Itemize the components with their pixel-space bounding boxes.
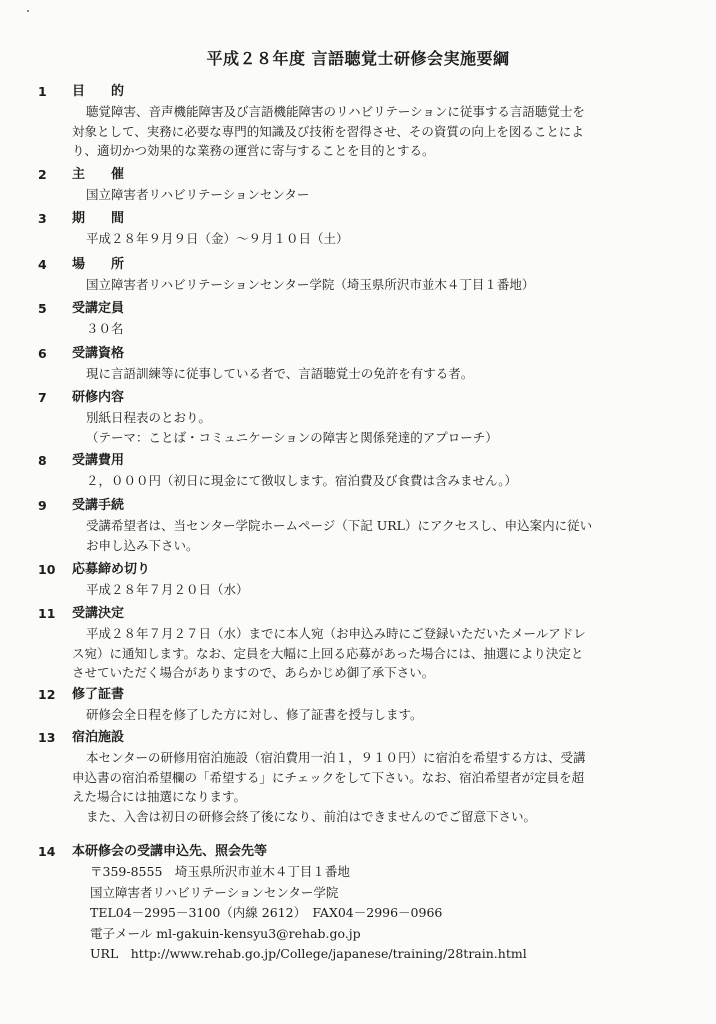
section-text: 別紙日程表のとおり。 xyxy=(86,410,212,425)
scan-speck xyxy=(27,10,29,12)
section-text: 現に言語訓練等に従事している者で、言語聴覚士の免許を有する者。 xyxy=(86,366,474,381)
section-number: 14 xyxy=(38,844,56,859)
section-lodging xyxy=(0,728,716,826)
section-text: 国立障害者リハビリテーションセンター学院（埼玉県所沢市並木４丁目１番地） xyxy=(86,277,535,292)
section-number: 1 xyxy=(38,84,47,99)
section-purpose xyxy=(0,82,716,161)
section-heading: 受講費用 xyxy=(72,453,125,468)
section-deadline xyxy=(0,560,716,600)
section-text: 国立障害者リハビリテーションセンター xyxy=(86,187,310,202)
section-heading: 主 催 xyxy=(72,167,125,182)
section-text: えた場合には抽選になります。 xyxy=(72,789,247,804)
section-number: 5 xyxy=(38,301,47,316)
contact-organization: 国立障害者リハビリテーションセンター学院 xyxy=(90,884,339,900)
section-heading: 期 間 xyxy=(72,211,125,226)
section-heading: 研修内容 xyxy=(72,390,125,405)
section-heading: 受講定員 xyxy=(72,301,125,316)
contact-phone-fax: TEL04－2995－3100（内線 2612） FAX04－2996－0966 xyxy=(90,905,443,920)
section-text: 聴覚障害、音声機能障害及び言語機能障害のリハビリテーションに従事する言語聴覚士を xyxy=(86,104,585,119)
section-contents xyxy=(0,388,716,447)
section-text: り、適切かつ効果的な業務の運営に寄与することを目的とする。 xyxy=(72,143,435,158)
section-text: 平成２８年７月２７日（水）までに本人宛（お申込み時にご登録いただいたメールアドレ xyxy=(86,626,586,641)
section-heading: 受講資格 xyxy=(72,346,125,361)
section-text: 研修会全日程を修了した方に対し、修了証書を授与します。 xyxy=(86,707,423,722)
section-number: 13 xyxy=(38,730,56,745)
section-heading: 本研修会の受講申込先、照会先等 xyxy=(72,844,268,859)
section-number: 9 xyxy=(38,498,47,513)
section-host xyxy=(0,165,716,205)
section-heading: 場 所 xyxy=(72,257,125,272)
section-text: ２，０００円（初日に現金にて徴収します。宿泊費及び食費は含みません。） xyxy=(86,473,518,488)
section-heading: 受講手続 xyxy=(72,498,125,513)
section-procedure xyxy=(0,496,716,555)
section-text: 平成２８年９月９日（金）～９月１０日（土） xyxy=(86,231,349,246)
section-decision xyxy=(0,604,716,683)
section-heading: 受講決定 xyxy=(72,606,125,621)
contact-email: 電子メール ml-gakuin-kensyu3@rehab.go.jp xyxy=(90,925,361,941)
section-number: 8 xyxy=(38,453,47,468)
section-heading: 修了証書 xyxy=(72,687,125,702)
section-number: 3 xyxy=(38,211,47,226)
section-text: 申込書の宿泊希望欄の「希望する」にチェックをして下さい。なお、宿泊希望者が定員を超 xyxy=(72,769,585,785)
contact-url: URL http://www.rehab.go.jp/College/japanese/training/28train.html xyxy=(90,946,527,961)
section-text: （テーマ：ことば・コミュニケーションの障害と関係発達的アプローチ） xyxy=(86,429,498,445)
section-text: 対象として、実務に必要な専門的知識及び技術を習得させ、その資質の向上を図ることによ xyxy=(72,123,584,139)
section-number: 7 xyxy=(38,390,47,405)
section-text: 平成２８年７月２０日（水） xyxy=(86,582,249,597)
section-heading: 宿泊施設 xyxy=(72,730,125,745)
section-text: 受講希望者は、当センター学院ホームページ（下記 URL）にアクセスし、申込案内に従い xyxy=(86,518,593,533)
section-text: ス宛）に通知します。なお、定員を大幅に上回る応募があった場合には、抽選により決定と xyxy=(72,645,584,661)
section-text: 本センターの研修用宿泊施設（宿泊費用一泊１，９１０円）に宿泊を希望する方は、受講 xyxy=(86,750,586,765)
section-number: 12 xyxy=(38,687,56,702)
document-title: 平成２８年度 言語聴覚士研修会実施要綱 xyxy=(206,49,510,68)
section-heading: 応募締め切り xyxy=(72,562,151,577)
section-fee xyxy=(0,451,716,491)
section-period xyxy=(0,209,716,249)
section-number: 6 xyxy=(38,346,47,361)
section-eligibility xyxy=(0,344,716,384)
contact-postal-address: 〒359-8555 埼玉県所沢市並木４丁目１番地 xyxy=(90,864,350,879)
section-venue xyxy=(0,255,716,295)
section-text: お申し込み下さい。 xyxy=(86,537,199,553)
section-capacity xyxy=(0,299,716,339)
section-heading: 目 的 xyxy=(72,84,125,99)
section-certificate xyxy=(0,685,716,725)
section-number: 11 xyxy=(38,606,56,621)
section-number: 2 xyxy=(38,167,47,182)
section-text: ３０名 xyxy=(86,321,124,336)
section-text: させていただく場合がありますので、あらかじめ御了承下さい。 xyxy=(72,665,435,680)
section-number: 10 xyxy=(38,562,56,577)
section-text: また、入舎は初日の研修会終了後になり、前泊はできませんのでご留意下さい。 xyxy=(86,808,537,824)
section-number: 4 xyxy=(38,257,47,272)
section-contact xyxy=(0,842,716,965)
